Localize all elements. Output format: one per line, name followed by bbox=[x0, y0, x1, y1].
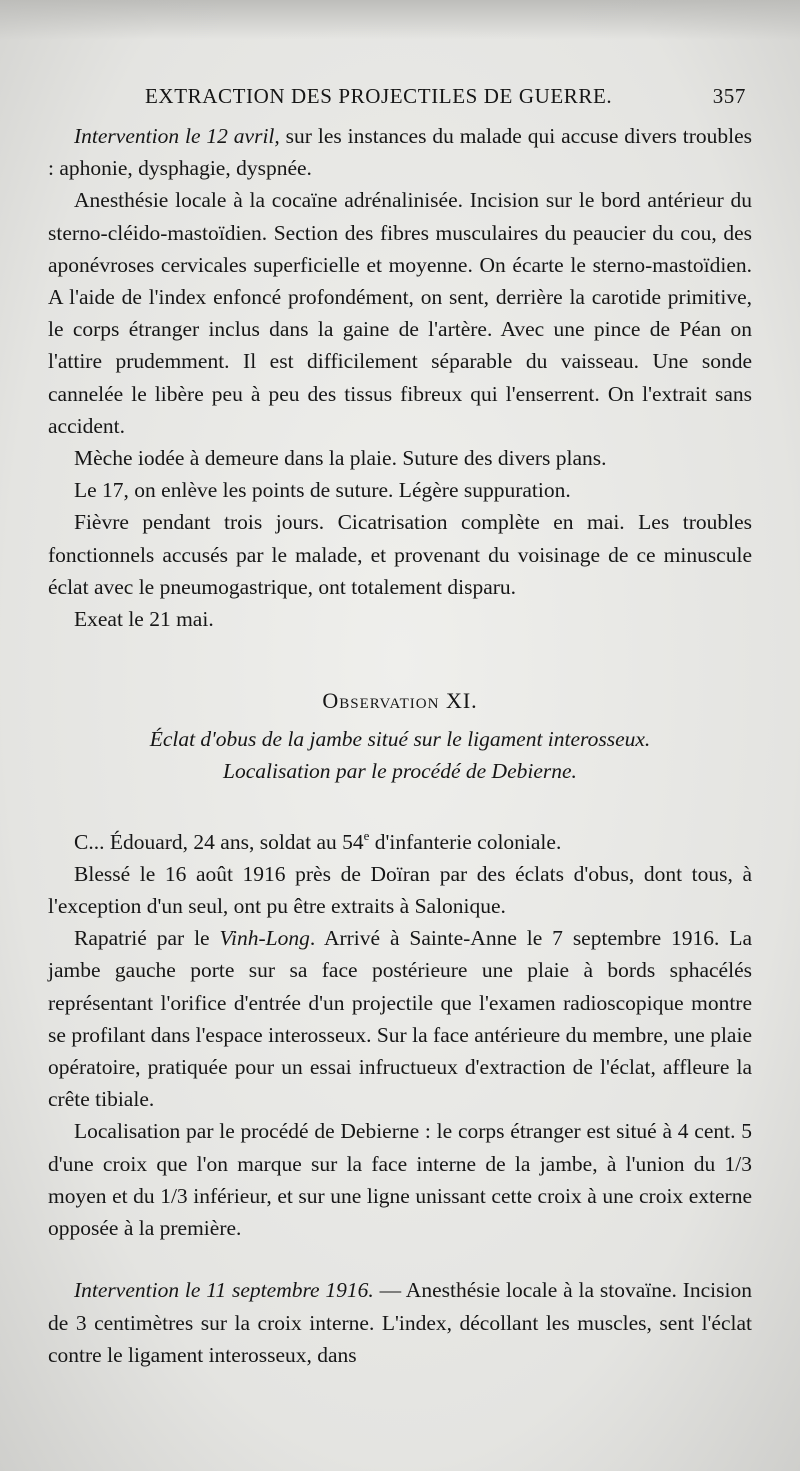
intervention-2-text: — Anesthésie locale à la stovaïne. Incision de 3 centimètres sur la croix interne. L'index, décollant les muscles, sent l'éclat contre le ligament interosseux, dans bbox=[48, 1278, 752, 1367]
paragraph-anesthesie: Anesthésie locale à la cocaïne adrénalinisée. Incision sur le bord antérieur du sterno-cléido-mastoïdien. Section des fibres musculaires du peaucier du cou, des aponévroses cervicales superficielle et moyenne. On écarte le sterno-mastoïdien. A l'aide de l'index enfoncé profondément, on sent, derrière la carotide primitive, le corps étranger inclus dans la gaine de l'artère. Avec une pince de Péan on l'attire prudemment. Il est difficilement séparable du vaisseau. Une sonde cannelée le libère peu à peu des tissus fibreux qui l'enserrent. On l'extrait sans accident. bbox=[48, 188, 752, 438]
ship-name: Vinh-Long bbox=[219, 926, 310, 951]
paragraph-intervention-1 bbox=[48, 120, 752, 184]
running-head bbox=[48, 80, 752, 120]
identite-text: C... Édouard, 24 ans, soldat au 54 bbox=[74, 829, 364, 854]
observation-heading bbox=[48, 679, 752, 723]
observation-subtitle-1: Éclat d'obus de la jambe situé sur le ligament interosseux. bbox=[149, 727, 651, 752]
paragraph-intervention-2 bbox=[48, 1274, 752, 1371]
paragraph-identite bbox=[48, 820, 752, 858]
intervention-date: Intervention le 12 avril, bbox=[74, 124, 280, 148]
paragraph-localisation: Localisation par le procédé de Debierne : le corps étranger est situé à 4 cent. 5 d'une croix que l'on marque sur la face interne de la jambe, à l'union du 1/3 moyen et du 1/3 inférieur, et sur une ligne unissant cette croix à une croix externe opposée à la première. bbox=[48, 1119, 752, 1241]
paragraph-fievre: Fièvre pendant trois jours. Cicatrisation complète en mai. Les troubles fonctionnels accusés par le malade, et provenant du voisinage de ce minuscule éclat avec le pneumogastrique, ont totalement disparu. bbox=[48, 510, 752, 599]
paragraph-suture-removal: Le 17, on enlève les points de suture. Légère suppuration. bbox=[74, 478, 571, 503]
observation-number: XI. bbox=[445, 688, 478, 714]
identite-unit: d'infanterie coloniale. bbox=[369, 829, 562, 854]
page-body bbox=[48, 120, 752, 1371]
paragraph-exeat: Exeat le 21 mai. bbox=[74, 607, 214, 632]
paragraph-meche: Mèche iodée à demeure dans la plaie. Suture des divers plans. bbox=[74, 446, 607, 471]
intervention-2-date: Intervention le 11 septembre 1916. bbox=[74, 1278, 374, 1303]
ordinal-superscript: e bbox=[363, 827, 370, 843]
observation-subtitle-2: Localisation par le procédé de Debierne. bbox=[223, 759, 577, 784]
page-number: 357 bbox=[712, 84, 746, 108]
observation-label: Observation bbox=[322, 688, 440, 714]
rapatrie-start: Rapatrié par le bbox=[74, 926, 220, 951]
running-title: EXTRACTION DES PROJECTILES DE GUERRE. bbox=[145, 84, 613, 108]
intervention-text: sur les instances du malade qui accuse divers troubles : aphonie, dysphagie, dyspnée. bbox=[48, 124, 752, 181]
paragraph-blesse: Blessé le 16 août 1916 près de Doïran par des éclats d'obus, dont tous, à l'exception d'un seul, ont pu être extraits à Salonique. bbox=[48, 861, 752, 919]
rapatrie-rest: . Arrivé à Sainte-Anne le 7 septembre 1916. La jambe gauche porte sur sa face postérieure une plaie à bords sphacélés représentant l'orifice d'entrée d'un projectile que l'examen radioscopique montre se profilant dans l'espace interosseux. Sur la face antérieure du membre, une plaie opératoire, pratiquée pour un essai infructueux d'extraction de l'éclat, affleure la crête tibiale. bbox=[48, 926, 753, 1112]
paragraph-rapatrie bbox=[48, 922, 752, 1115]
